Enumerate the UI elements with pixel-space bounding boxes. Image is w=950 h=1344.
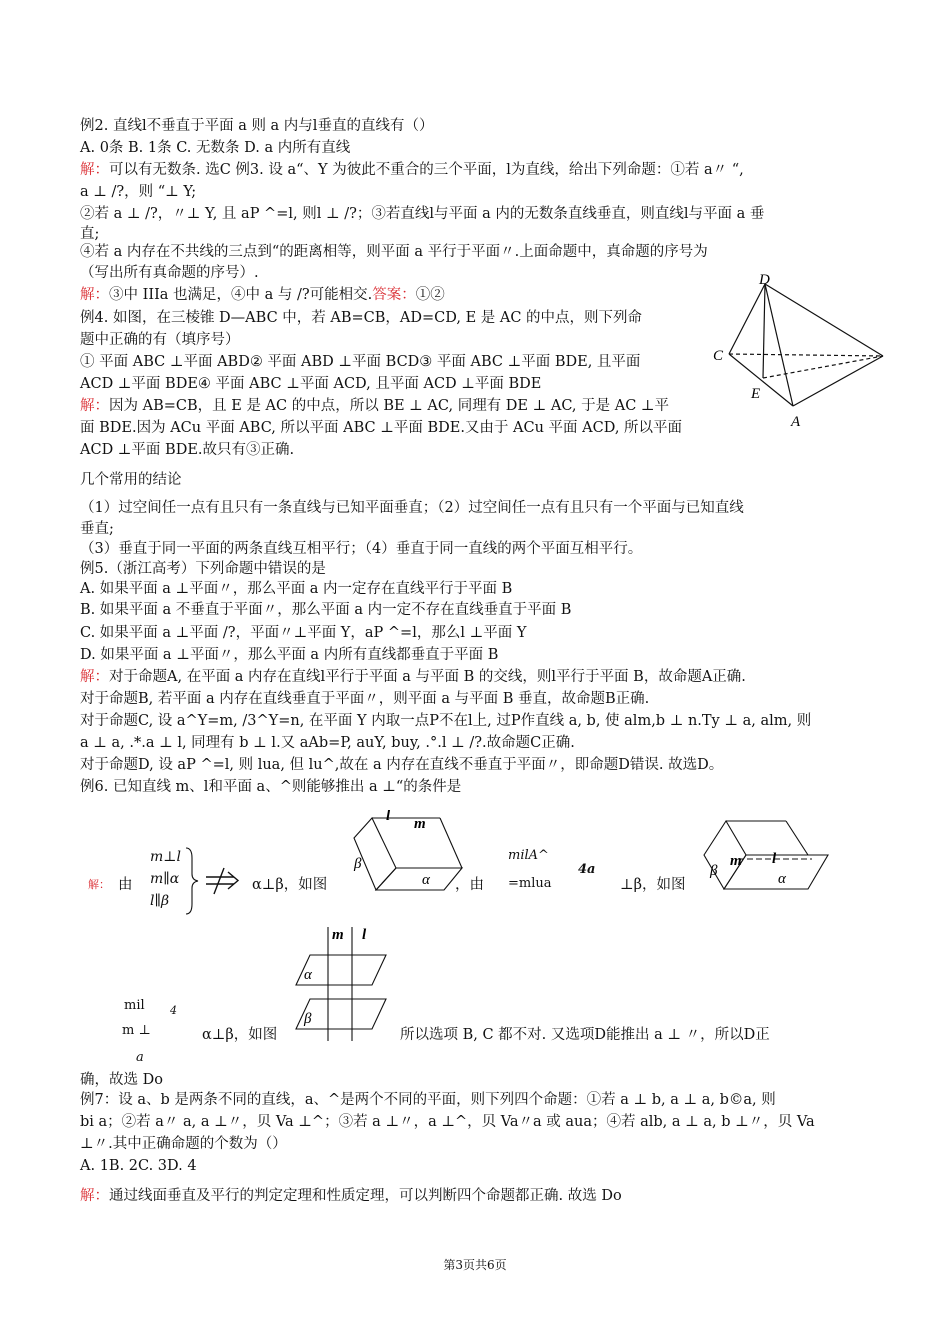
label-l: l [772, 851, 777, 867]
ex7-line3: ⊥〃.其中正确命题的个数为（） [80, 1136, 287, 1152]
ex6-mid3: 4a [578, 862, 596, 877]
label-l: l [362, 927, 367, 943]
solution-label: 解： [80, 162, 109, 178]
vertex-D: D [759, 272, 770, 288]
ex6-solution-label: 解： [88, 878, 110, 891]
label-l: l [386, 810, 391, 824]
ex6-question: 例6. 已知直线 m、l和平面 a、^则能够推出 a ⊥“的条件是 [80, 779, 462, 795]
label-alpha: α [778, 871, 786, 887]
ex6-f3d: a [136, 1050, 144, 1065]
ex3-line2: ②若 a ⊥ /?，〃⊥ Y, 且 aP ^=l, 则l ⊥ /?；③若直线l与平面 a 内的无数条直线垂直，则直线l与平面 a 垂 [80, 206, 765, 222]
ex7-line2: bi a；②若 a〃 a, a ⊥〃，贝 Va ⊥^；③若 a ⊥〃，a ⊥^，贝 Va〃a 或 aua；④若 alb, a ⊥ a, b ⊥〃，贝 Va [80, 1114, 815, 1130]
solution-text: 可以有无数条. 选C 例3. 设 a“、Y 为彼此不重合的三个平面，l为直线，给出下列命题：①若 a〃 “, [109, 162, 744, 178]
ex6-f3a: mil [124, 998, 145, 1013]
figure-planes-2 [700, 815, 830, 895]
ex6-conclusion1: α⊥β，如图 [252, 877, 328, 893]
not-implies-icon [206, 868, 238, 894]
pyramid-figure [705, 270, 895, 430]
label-beta: β [304, 1011, 312, 1027]
ex4-solution3: ACD ⊥平面 BDE.故只有③正确. [80, 442, 295, 458]
ex6-mid1: milA^ [508, 848, 549, 863]
ex6-tail: 所以选项 B, C 都不对. 又选项D能推出 a ⊥ 〃，所以D正 [400, 1027, 770, 1043]
label-beta: β [354, 856, 362, 872]
solution-label: 解： [80, 1188, 109, 1204]
ex4-line2: 题中正确的有（填序号） [80, 332, 240, 348]
conclusion-1: （1）过空间任一点有且只有一条直线与已知平面垂直；（2）过空间任一点有且只有一个平面与已知直线 [80, 500, 744, 516]
ex5-option-c: C. 如果平面 a ⊥平面 /?，平面〃⊥平面 Y，aP ^=l，那么l ⊥平面 Y [80, 625, 527, 641]
ex3-line3: 直; [80, 226, 100, 242]
cond-2: m∥α [150, 871, 180, 887]
ex5-option-b: B. 如果平面 a 不垂直于平面〃，那么平面 a 内一定不存在直线垂直于平面 B [80, 602, 572, 618]
ex6-comma-you: ，由 [455, 877, 484, 893]
ex4-line3: ① 平面 ABC ⊥平面 ABD② 平面 ABD ⊥平面 BCD③ 平面 ABC ⊥平面 BDE, 且平面 [80, 354, 641, 370]
ex3-line5: （写出所有真命题的序号）. [80, 265, 259, 281]
ex5-solution4: a ⊥ a, .*.a ⊥ l, 同理有 b ⊥ l.又 aAb=P, auY, buy, .°.l ⊥ /?.故命题C正确. [80, 735, 575, 751]
edge-AB [793, 356, 883, 406]
ex5-option-a: A. 如果平面 a ⊥平面〃，那么平面 a 内一定存在直线平行于平面 B [80, 581, 513, 597]
edge-CB [729, 354, 883, 356]
label-beta: β [710, 863, 718, 879]
ex2-question: 例2. 直线l不垂直于平面 a 则 a 内与l垂直的直线有（） [80, 118, 434, 134]
right-brace [186, 848, 198, 914]
ex6-end: 确，故选 Do [80, 1072, 163, 1088]
solution-text: 对于命题A, 在平面 a 内存在直线l平行于平面 a 与平面 B 的交线，则l平行于平面 B，故命题A正确. [109, 669, 746, 685]
ex6-f3c: 4 [170, 1004, 177, 1017]
ex5-solution5: 对于命题D, 设 aP ^=l, 则 lua, 但 lu^,故在 a 内存在直线不垂直于平面〃，即命题D错误. 故选D。 [80, 757, 724, 773]
plane-alpha [376, 868, 462, 890]
ex5-solution3: 对于命题C, 设 a^Y=m, /3^Y=n, 在平面 Y 内取一点P不在l上, 过P作直线 a, b, 使 alm,b ⊥ n.Ty ⊥ a, alm, 则 [80, 713, 812, 729]
ex4-line4: ACD ⊥平面 BDE④ 平面 ABC ⊥平面 ACD, 且平面 ACD ⊥平面 BDE [80, 376, 542, 392]
ex6-conclusion2: ⊥β，如图 [620, 877, 686, 893]
ex6-conditions [150, 846, 181, 912]
solution-text: ③中 IIIa 也满足，④中 a 与 /?可能相交. [109, 287, 373, 303]
vertex-A: A [791, 414, 801, 430]
edge-DC [729, 284, 765, 354]
label-m: m [730, 853, 742, 869]
solution-text: 通过线面垂直及平行的判定定理和性质定理，可以判断四个命题都正确. 故选 Do [109, 1188, 622, 1204]
solution-text: 因为 AB=CB，且 E 是 AC 的中点，所以 BE ⊥ AC, 同理有 DE ⊥ AC, 于是 AC ⊥平 [109, 398, 670, 414]
ex5-option-d: D. 如果平面 a ⊥平面〃，那么平面 a 内所有直线都垂直于平面 B [80, 647, 499, 663]
cond-3: l∥β [150, 893, 170, 909]
label-alpha: α [422, 872, 430, 888]
page-footer: 第3页共6页 [443, 1258, 507, 1272]
ex7-solution [80, 1186, 622, 1206]
edge-DE [763, 284, 765, 378]
label-m: m [332, 927, 344, 943]
ex7-line1: 例7：设 a、b 是两条不同的直线，a、^是两个不同的平面，则下列四个命题：①若 a ⊥ b, a ⊥ a, b©a, 则 [80, 1092, 776, 1108]
plane-beta [354, 818, 396, 890]
ex2-solution [80, 160, 744, 180]
ex4-line1: 例4. 如图，在三棱锥 D—ABC 中，若 AB=CB，AD=CD, E 是 AC 的中点，则下列命 [80, 310, 643, 326]
answer-text: ①② [415, 287, 445, 303]
ex6-mid2: =mlua [508, 876, 552, 891]
edge-DA [765, 284, 793, 406]
label-m: m [414, 816, 426, 832]
edge-DB [765, 284, 883, 356]
solution-label: 解： [80, 398, 109, 414]
vertex-E: E [751, 386, 761, 402]
ex3-solution [80, 285, 445, 305]
ex6-f3b: m ⊥ [122, 1023, 151, 1038]
answer-label: 答案： [372, 287, 416, 303]
brace-and-not-implies [184, 846, 244, 916]
vertex-C: C [713, 348, 724, 364]
solution-label: 解： [80, 287, 109, 303]
ex5-solution2: 对于命题B, 若平面 a 内存在直线垂直于平面〃，则平面 a 与平面 B 垂直，故命题B正确. [80, 691, 650, 707]
ex6-conclusion3: α⊥β，如图 [202, 1027, 278, 1043]
figure-planes-1 [336, 810, 466, 900]
ex5-solution1 [80, 667, 746, 687]
ex2-options: A. 0条 B. 1条 C. 无数条 D. a 内所有直线 [80, 140, 351, 156]
ex7-options: A. 1B. 2C. 3D. 4 [80, 1158, 197, 1174]
ex5-question: 例5.（浙江高考）下列命题中错误的是 [80, 561, 326, 577]
label-alpha: α [304, 967, 312, 983]
ex3-line1: a ⊥ /?，则 “⊥ Y; [80, 184, 197, 200]
ex4-solution1 [80, 396, 669, 416]
cond-1: m⊥l [150, 849, 181, 865]
solution-label: 解： [80, 669, 109, 685]
figure-planes-3 [290, 925, 390, 1043]
edge-EB [763, 356, 883, 378]
ex3-line4: ④若 a 内存在不共线的三点到“的距离相等，则平面 a 平行于平面〃.上面命题中，真命题的序号为 [80, 244, 708, 260]
ex4-solution2: 面 BDE.因为 ACu 平面 ABC, 所以平面 ABC ⊥平面 BDE.又由于 ACu 平面 ACD, 所以平面 [80, 420, 683, 436]
conclusions-title: 几个常用的结论 [80, 472, 182, 488]
ex6-you: 由 [118, 877, 133, 893]
conclusion-2: （3）垂直于同一平面的两条直线互相平行；（4）垂直于同一直线的两个平面互相平行。 [80, 541, 643, 557]
conclusion-1b: 垂直; [80, 521, 114, 537]
